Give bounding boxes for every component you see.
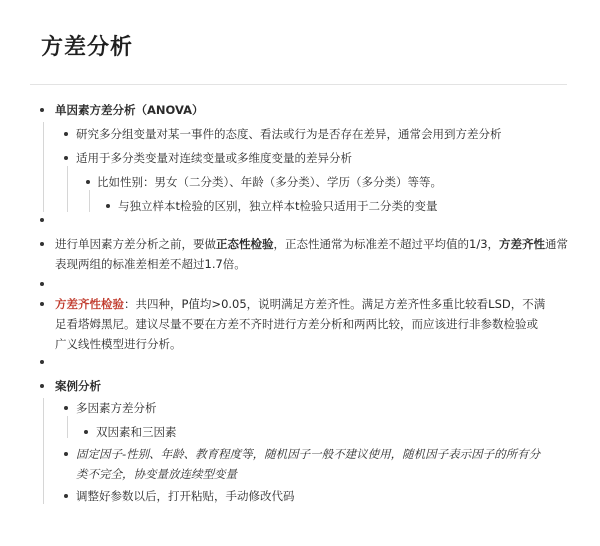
bullet-dot xyxy=(106,204,110,208)
bullet-dot xyxy=(40,384,44,388)
indent-guide xyxy=(43,122,44,212)
homogeneity-line-2: 足看塔姆黑尼。建议尽量不要在方差不齐时进行方差分析和两两比较，而应该进行非参数检验或 xyxy=(55,317,538,331)
anova-sub-research: 研究多分组变量对某一事件的态度、看法或行为是否存在差异，通常会用到方差分析 xyxy=(76,127,502,141)
homogeneity-test-label: 方差齐性检验 xyxy=(55,297,124,311)
bullet-dot xyxy=(64,494,68,498)
indent-guide xyxy=(67,416,68,438)
indent-guide xyxy=(43,398,44,504)
bullet-dot xyxy=(84,430,88,434)
bullet-dot-empty xyxy=(40,282,44,286)
bullet-dot xyxy=(40,302,44,306)
indent-guide xyxy=(67,166,68,212)
homogeneity-line-1 xyxy=(55,294,545,314)
pretest-text: 进行单因素方差分析之前，要做 xyxy=(55,237,216,251)
case-heading: 案例分析 xyxy=(55,379,101,393)
bullet-dot xyxy=(40,108,44,112)
bullet-dot-empty xyxy=(40,218,44,222)
homogeneity-text: ：共四种，P值均>0.05，说明满足方差齐性。满足方差齐性多重比较看LSD，不满 xyxy=(124,297,546,311)
normality-test: 正态性检验 xyxy=(216,237,274,251)
adjust-params: 调整好参数以后，打开粘贴，手动修改代码 xyxy=(76,489,295,503)
fixed-factor-line-1: 固定因子-性别、年龄、教育程度等，随机因子一般不建议使用，随机因子表示因子的所有分 xyxy=(76,447,541,461)
ttest-difference: 与独立样本t检验的区别，独立样本t检验只适用于二分类的变量 xyxy=(118,199,438,213)
pretest-line-2: 表现两组的标准差相差不超过1.7倍。 xyxy=(55,257,246,271)
indent-guide xyxy=(89,190,90,212)
bullet-dot xyxy=(40,242,44,246)
multi-factor: 多因素方差分析 xyxy=(76,401,157,415)
pretest-text: ，正态性通常为标准差不超过平均值的1/3， xyxy=(273,237,500,251)
bullet-dot xyxy=(86,180,90,184)
bullet-dot xyxy=(64,132,68,136)
pretest-text: 通常 xyxy=(545,237,569,251)
bullet-dot-empty xyxy=(40,360,44,364)
anova-heading: 单因素方差分析（ANOVA） xyxy=(55,103,204,117)
homogeneity-term: 方差齐性 xyxy=(499,237,546,251)
anova-sub-usage: 适用于多分类变量对连续变量或多维度变量的差异分析 xyxy=(76,151,352,165)
two-three-factor: 双因素和三因素 xyxy=(96,425,177,439)
fixed-factor-line-2: 类不完全，协变量放连续型变量 xyxy=(76,467,237,481)
title-divider xyxy=(30,84,567,85)
bullet-dot xyxy=(64,452,68,456)
page-title: 方差分析 xyxy=(41,35,134,60)
homogeneity-line-3: 广义线性模型进行分析。 xyxy=(55,337,182,351)
pretest-line-1 xyxy=(55,234,568,254)
bullet-dot xyxy=(64,156,68,160)
gender-example: 比如性别：男女（二分类）、年龄（多分类）、学历（多分类）等等。 xyxy=(97,175,442,189)
bullet-dot xyxy=(64,406,68,410)
